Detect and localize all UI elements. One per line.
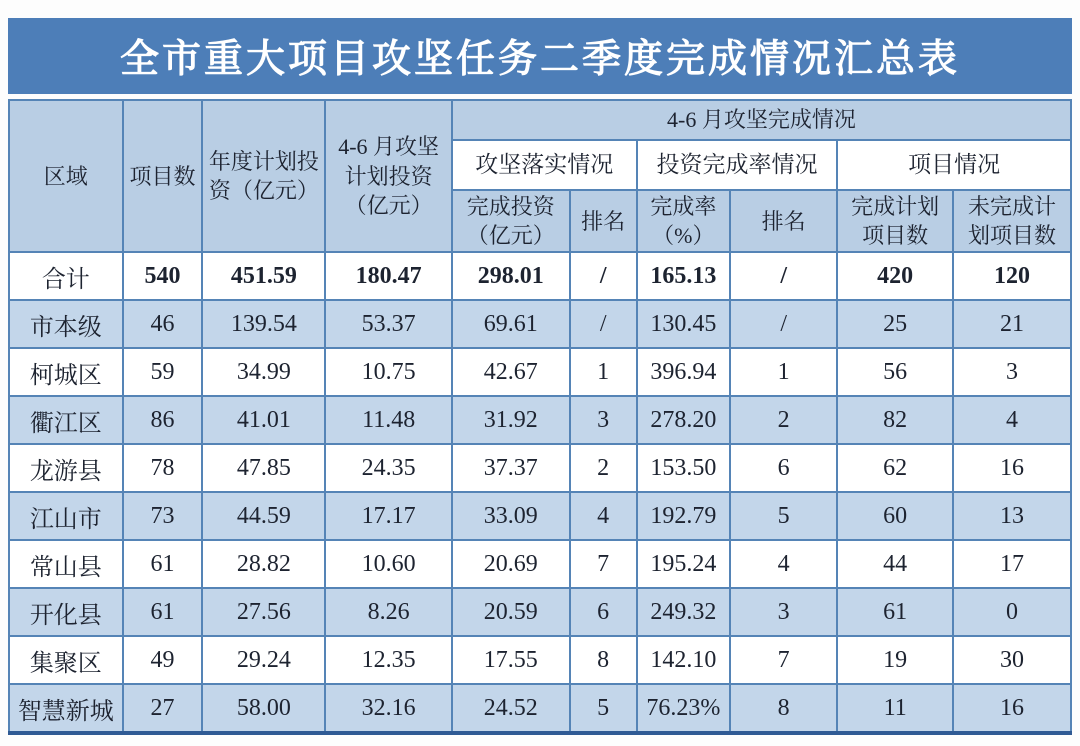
value-cell: 17.55 — [452, 636, 570, 684]
value-cell: 25 — [837, 300, 953, 348]
value-cell: 31.92 — [452, 396, 570, 444]
value-cell: 4 — [570, 492, 637, 540]
value-cell: 6 — [730, 444, 837, 492]
value-cell: / — [570, 252, 637, 300]
region-cell: 龙游县 — [9, 444, 123, 492]
header-project-group: 项目情况 — [837, 140, 1071, 190]
value-cell: 46 — [123, 300, 203, 348]
value-cell: 7 — [570, 540, 637, 588]
header-q2-plan-invest: 4-6 月攻坚计划投资（亿元） — [325, 100, 451, 252]
value-cell: 298.01 — [452, 252, 570, 300]
value-cell: 47.85 — [202, 444, 325, 492]
region-cell: 柯城区 — [9, 348, 123, 396]
value-cell: 24.52 — [452, 684, 570, 733]
value-cell: 2 — [730, 396, 837, 444]
value-cell: 4 — [730, 540, 837, 588]
value-cell: 44.59 — [202, 492, 325, 540]
value-cell: 6 — [570, 588, 637, 636]
value-cell: 12.35 — [325, 636, 451, 684]
region-cell: 常山县 — [9, 540, 123, 588]
value-cell: 5 — [730, 492, 837, 540]
value-cell: 24.35 — [325, 444, 451, 492]
value-cell: 5 — [570, 684, 637, 733]
value-cell: 27 — [123, 684, 203, 733]
header-completed-projects: 完成计划项目数 — [837, 190, 953, 252]
header-completed-invest: 完成投资（亿元） — [452, 190, 570, 252]
value-cell: 130.45 — [637, 300, 730, 348]
value-cell: 49 — [123, 636, 203, 684]
value-cell: 61 — [123, 588, 203, 636]
value-cell: 20.59 — [452, 588, 570, 636]
value-cell: 7 — [730, 636, 837, 684]
header-uncompleted-projects: 未完成计划项目数 — [953, 190, 1071, 252]
value-cell: 11.48 — [325, 396, 451, 444]
value-cell: 17 — [953, 540, 1071, 588]
header-rank-1: 排名 — [570, 190, 637, 252]
value-cell: 73 — [123, 492, 203, 540]
value-cell: 180.47 — [325, 252, 451, 300]
header-q2-completion-group: 4-6 月攻坚完成情况 — [452, 100, 1071, 140]
summary-table — [8, 99, 1072, 735]
value-cell: 56 — [837, 348, 953, 396]
table-row — [9, 396, 1071, 444]
table-row — [9, 300, 1071, 348]
table-row — [9, 444, 1071, 492]
value-cell: 451.59 — [202, 252, 325, 300]
value-cell: 20.69 — [452, 540, 570, 588]
header-rate-group: 投资完成率情况 — [637, 140, 838, 190]
value-cell: 10.60 — [325, 540, 451, 588]
value-cell: 3 — [570, 396, 637, 444]
value-cell: 8 — [570, 636, 637, 684]
value-cell: 41.01 — [202, 396, 325, 444]
value-cell: 30 — [953, 636, 1071, 684]
region-cell: 江山市 — [9, 492, 123, 540]
value-cell: 37.37 — [452, 444, 570, 492]
value-cell: 16 — [953, 684, 1071, 733]
region-cell: 智慧新城 — [9, 684, 123, 733]
value-cell: 44 — [837, 540, 953, 588]
value-cell: 61 — [837, 588, 953, 636]
value-cell: / — [730, 300, 837, 348]
value-cell: 11 — [837, 684, 953, 733]
table-row — [9, 588, 1071, 636]
header-project-count: 项目数 — [123, 100, 203, 252]
value-cell: / — [730, 252, 837, 300]
value-cell: 0 — [953, 588, 1071, 636]
table-row — [9, 492, 1071, 540]
value-cell: 19 — [837, 636, 953, 684]
header-completion-rate: 完成率（%） — [637, 190, 730, 252]
value-cell: 142.10 — [637, 636, 730, 684]
region-cell: 市本级 — [9, 300, 123, 348]
value-cell: 8.26 — [325, 588, 451, 636]
value-cell: 278.20 — [637, 396, 730, 444]
value-cell: 17.17 — [325, 492, 451, 540]
region-cell: 衢江区 — [9, 396, 123, 444]
value-cell: 13 — [953, 492, 1071, 540]
value-cell: 33.09 — [452, 492, 570, 540]
summary-table-page — [8, 18, 1072, 735]
table-body — [9, 252, 1071, 733]
value-cell: 192.79 — [637, 492, 730, 540]
value-cell: 195.24 — [637, 540, 730, 588]
value-cell: 1 — [570, 348, 637, 396]
value-cell: 420 — [837, 252, 953, 300]
value-cell: 3 — [953, 348, 1071, 396]
value-cell: 2 — [570, 444, 637, 492]
value-cell: 53.37 — [325, 300, 451, 348]
value-cell: 34.99 — [202, 348, 325, 396]
value-cell: 120 — [953, 252, 1071, 300]
value-cell: 3 — [730, 588, 837, 636]
region-cell: 开化县 — [9, 588, 123, 636]
header-region: 区域 — [9, 100, 123, 252]
value-cell: 86 — [123, 396, 203, 444]
value-cell: 69.61 — [452, 300, 570, 348]
value-cell: 59 — [123, 348, 203, 396]
table-title: 全市重大项目攻坚任务二季度完成情况汇总表 — [8, 18, 1072, 94]
value-cell: 42.67 — [452, 348, 570, 396]
value-cell: 249.32 — [637, 588, 730, 636]
value-cell: 62 — [837, 444, 953, 492]
value-cell: 1 — [730, 348, 837, 396]
value-cell: 16 — [953, 444, 1071, 492]
value-cell: 82 — [837, 396, 953, 444]
value-cell: 21 — [953, 300, 1071, 348]
value-cell: 60 — [837, 492, 953, 540]
value-cell: 4 — [953, 396, 1071, 444]
value-cell: 139.54 — [202, 300, 325, 348]
table-row — [9, 636, 1071, 684]
region-cell: 合计 — [9, 252, 123, 300]
table-row — [9, 252, 1071, 300]
value-cell: 540 — [123, 252, 203, 300]
table-row — [9, 684, 1071, 733]
value-cell: 76.23% — [637, 684, 730, 733]
header-implementation-group: 攻坚落实情况 — [452, 140, 637, 190]
value-cell: 29.24 — [202, 636, 325, 684]
header-rank-2: 排名 — [730, 190, 837, 252]
value-cell: 27.56 — [202, 588, 325, 636]
table-header — [9, 100, 1071, 252]
table-row — [9, 348, 1071, 396]
value-cell: 78 — [123, 444, 203, 492]
value-cell: 165.13 — [637, 252, 730, 300]
value-cell: 153.50 — [637, 444, 730, 492]
header-annual-plan-invest: 年度计划投资（亿元） — [202, 100, 325, 252]
value-cell: 10.75 — [325, 348, 451, 396]
value-cell: 61 — [123, 540, 203, 588]
value-cell: 58.00 — [202, 684, 325, 733]
table-row — [9, 540, 1071, 588]
value-cell: 28.82 — [202, 540, 325, 588]
value-cell: 32.16 — [325, 684, 451, 733]
value-cell: / — [570, 300, 637, 348]
value-cell: 8 — [730, 684, 837, 733]
region-cell: 集聚区 — [9, 636, 123, 684]
value-cell: 396.94 — [637, 348, 730, 396]
